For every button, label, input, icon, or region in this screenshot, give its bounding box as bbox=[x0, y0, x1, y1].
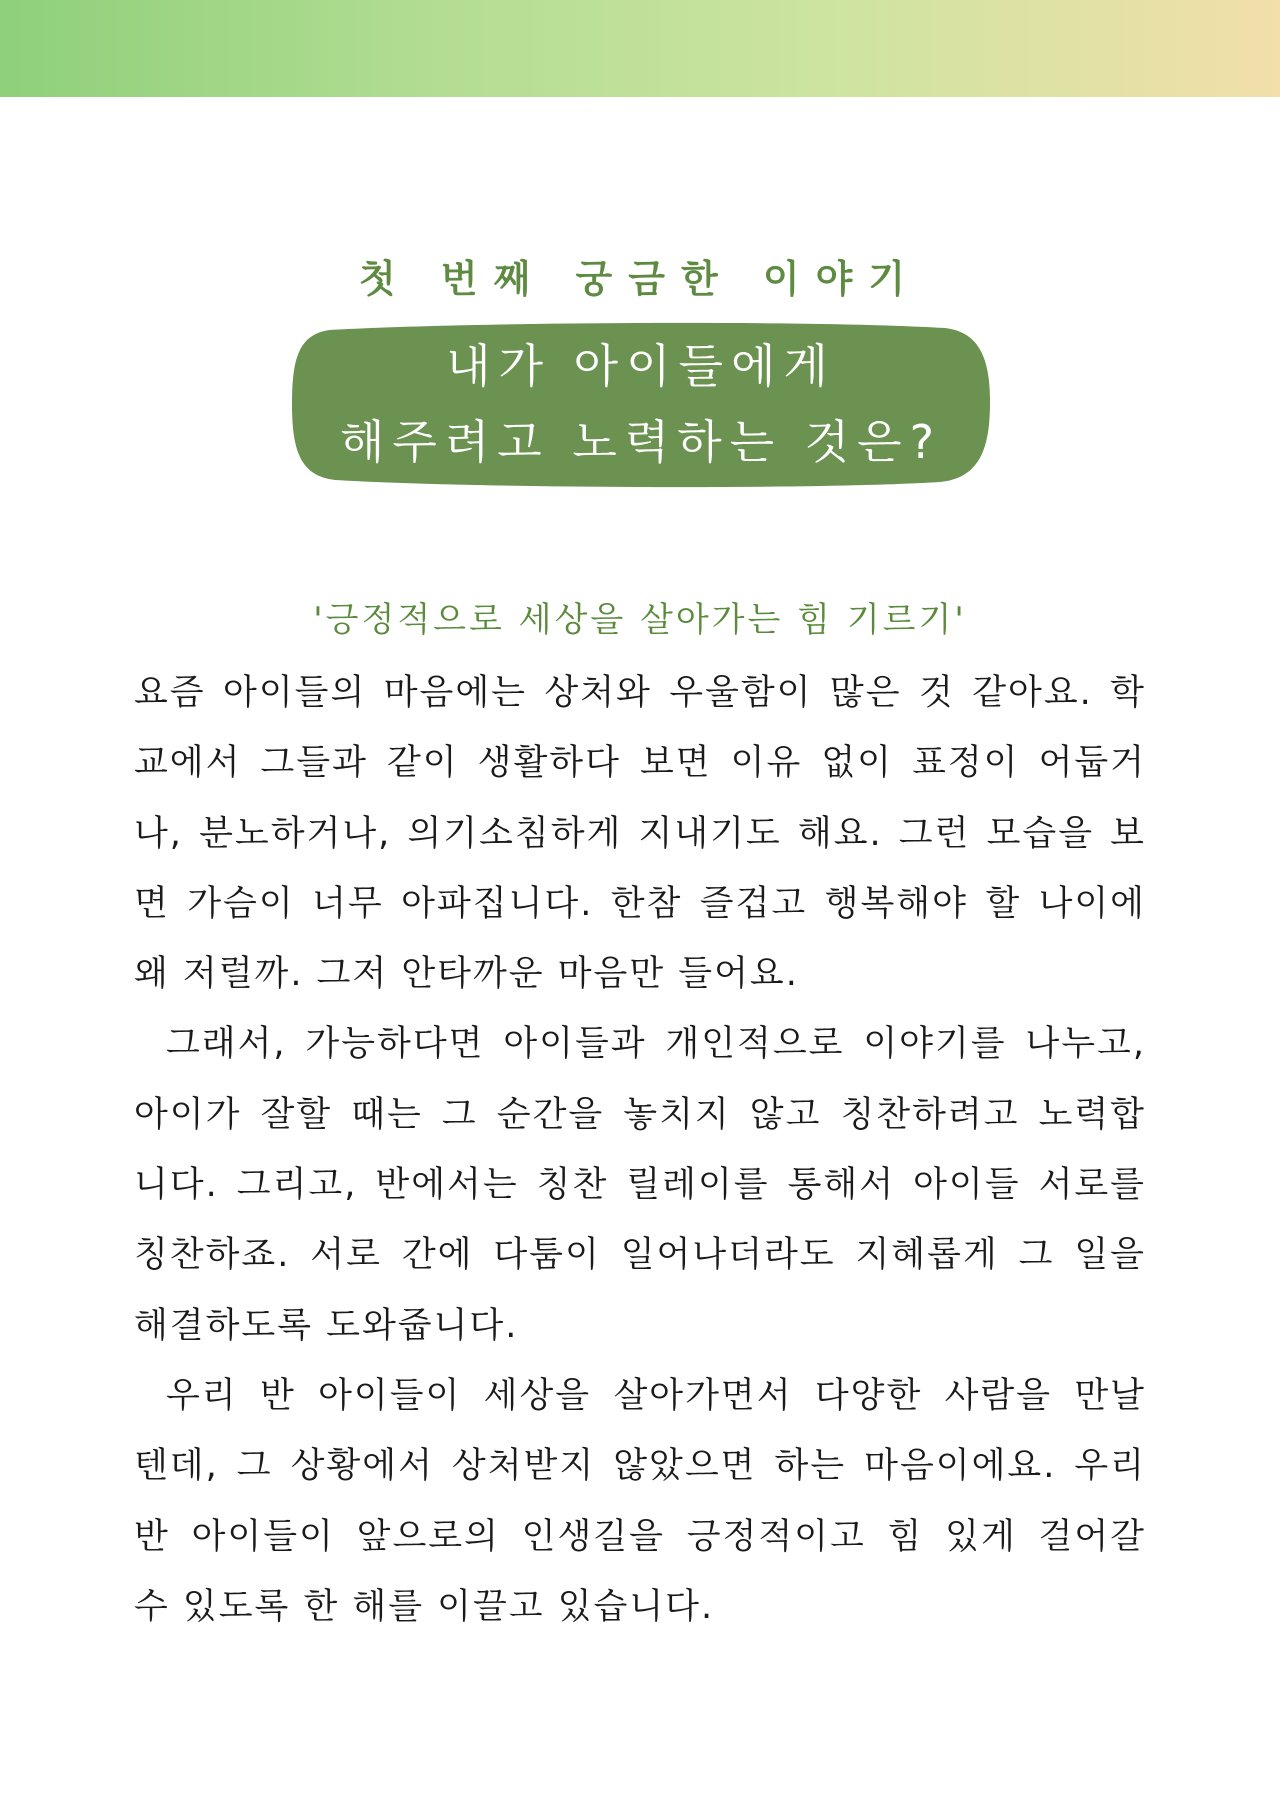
body-line: 텐데, 그 상황에서 상처받지 않았으면 하는 마음이에요. 우리 bbox=[134, 1446, 1146, 1487]
subtitle: '긍정적으로 세상을 살아가는 힘 기르기' bbox=[313, 600, 967, 640]
title-line-2: 해주려고 노력하는 것은? bbox=[339, 415, 943, 469]
body-text bbox=[134, 658, 1146, 1642]
body-line: 수 있도록 한 해를 이끌고 있습니다. bbox=[134, 1586, 715, 1627]
title-text bbox=[290, 320, 992, 488]
body-line: 니다. 그리고, 반에서는 칭찬 릴레이를 통해서 아이들 서로를 bbox=[134, 1165, 1146, 1206]
body-line: 반 아이들이 앞으로의 인생길을 긍정적이고 힘 있게 걸어갈 bbox=[134, 1516, 1146, 1557]
top-gradient-band bbox=[0, 0, 1280, 97]
section-kicker: 첫 번째 궁금한 이야기 bbox=[358, 257, 922, 301]
body-line: 칭찬하죠. 서로 간에 다툼이 일어나더라도 지혜롭게 그 일을 bbox=[134, 1235, 1146, 1276]
title-line-1: 내가 아이들에게 bbox=[446, 339, 836, 393]
body-line: 아이가 잘할 때는 그 순간을 놓치지 않고 칭찬하려고 노력합 bbox=[134, 1094, 1146, 1135]
body-line: 해결하도록 도와줍니다. bbox=[134, 1305, 519, 1346]
body-line: 교에서 그들과 같이 생활하다 보면 이유 없이 표정이 어둡거 bbox=[134, 743, 1146, 784]
body-line: 나, 분노하거나, 의기소침하게 지내기도 해요. 그런 모습을 보 bbox=[134, 813, 1146, 854]
body-line: 면 가슴이 너무 아파집니다. 한참 즐겁고 행복해야 할 나이에 bbox=[134, 883, 1146, 924]
title-banner bbox=[290, 320, 992, 488]
body-line: 그래서, 가능하다면 아이들과 개인적으로 이야기를 나누고, bbox=[166, 1024, 1146, 1065]
body-line: 왜 저럴까. 그저 안타까운 마음만 들어요. bbox=[134, 954, 799, 995]
body-line: 요즘 아이들의 마음에는 상처와 우울함이 많은 것 같아요. 학 bbox=[134, 673, 1146, 713]
body-line: 우리 반 아이들이 세상을 살아가면서 다양한 사람을 만날 bbox=[166, 1375, 1146, 1416]
